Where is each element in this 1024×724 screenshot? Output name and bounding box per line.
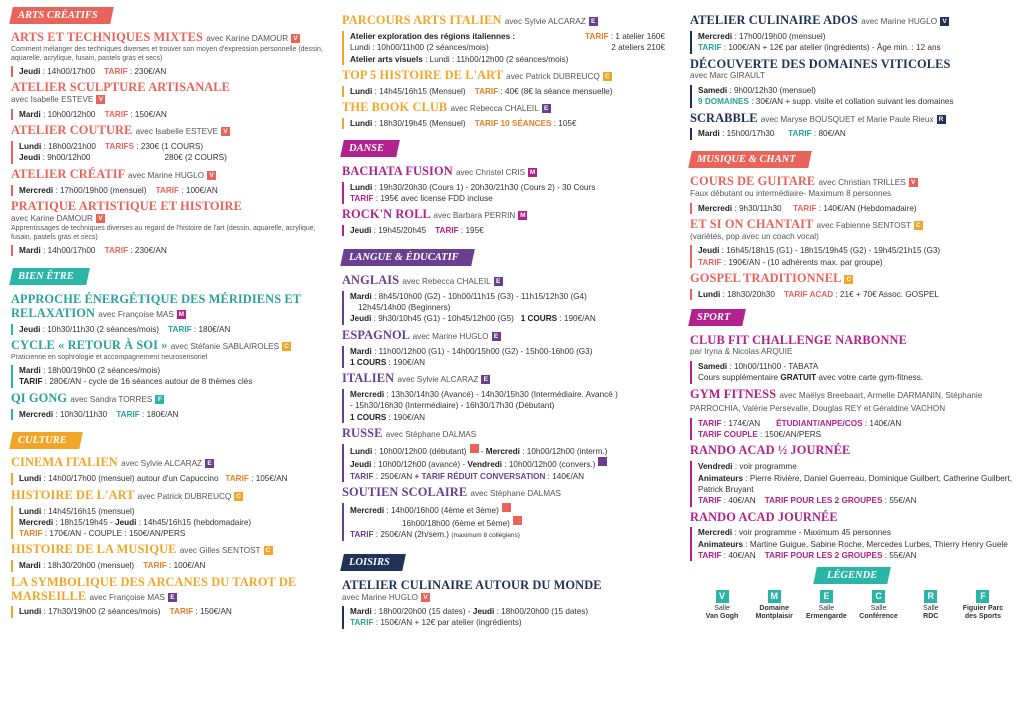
schedule-box: Lundi : 14h00/17h00 (mensuel) autour d'un Capuccino TARIF : 105€/AN (11, 473, 336, 484)
activity-parcours-arts (342, 14, 677, 65)
schedule-box: Lundi : 18h00/21h00 TARIFS : 230€ (1 COURS) Jeudi : 9h00/12h00 280€ (2 COURS) (11, 141, 336, 164)
schedule-box: Mardi : 15h00/17h30 TARIF : 80€/AN (690, 128, 1015, 139)
activity-sculpture: ATELIER SCULPTURE ARTISANALE avec Isabelle ESTEVE V Mardi : 10h00/12h00 TARIF : 150€/AN (11, 81, 336, 120)
section-heading: SPORT (688, 309, 746, 326)
activity-title: ATELIER SCULPTURE ARTISANALE (11, 80, 231, 95)
activity-top5 (342, 69, 677, 97)
schedule-box: TARIF : 174€/AN ÉTUDIANT/ANPE/COS : 140€/AN TARIF COUPLE : 150€/AN/PERS (690, 418, 1015, 441)
activity-title: ET SI ON CHANTAIT avec Fabienne SENTOST C (690, 218, 1015, 232)
legend-item: E Salle Ermengarde (805, 590, 847, 620)
activity-description: Comment mélanger des techniques diverses et trouver son moyen d'expression personnelle (dessin, aquarelle, acrylique, fusain, pastels gras et secs) (11, 46, 323, 62)
activity-rando-demi (690, 444, 1015, 506)
activity-gospel (690, 272, 1015, 300)
room-badge: E (168, 593, 177, 602)
section-heading: ARTS CRÉATIFS (9, 7, 113, 24)
schedule-box: Lundi : 18h30/19h45 (Mensuel) TARIF 10 SÉANCES : 105€ (342, 118, 677, 129)
room-badge: C (914, 221, 923, 230)
activity-title: ATELIER CRÉATIF avec Marine HUGLO V (11, 168, 336, 182)
legend-heading: LÉGENDE (814, 567, 892, 584)
activity-couture (11, 124, 336, 164)
legend-item: V Salle Van Gogh (705, 590, 739, 620)
activity-title: COURS DE GUITARE avec Christian TRILLES V (690, 175, 1015, 189)
room-badge: V (96, 214, 105, 223)
schedule-box: Mardi : 18h00/19h00 (2 séances/mois) TARIF : 280€/AN - cycle de 16 séances autour de 8 thèmes clés (11, 365, 336, 388)
section-heading: BIEN ÊTRE (9, 268, 89, 285)
section-bien-etre (11, 265, 336, 420)
room-badge: E (492, 332, 501, 341)
activity-espagnol (342, 329, 677, 369)
section-heading: MUSIQUE & CHANT (688, 151, 811, 168)
room-badge: C (234, 492, 243, 501)
schedule-box: Mercredi : 10h30/11h30 TARIF : 180€/AN (11, 409, 336, 420)
activity-title: GOSPEL TRADITIONNEL C (690, 272, 1015, 286)
legend-item: M Domaine Montplaisir (755, 590, 793, 620)
activity-arts-techniques (11, 31, 336, 77)
schedule-box: Mardi : 18h00/20h00 (15 dates) - Jeudi : 18h00/20h00 (15 dates) TARIF : 150€/AN + 12€ par atelier (ingrédients) (342, 606, 677, 629)
activity-title: ITALIEN avec Sylvie ALCARAZ E (342, 372, 677, 386)
activity-bachata (342, 165, 677, 205)
legend-items (690, 590, 1015, 620)
room-badge: V (940, 17, 949, 26)
room-badge: E (542, 104, 551, 113)
schedule-box: Mercredi : 13h30/14h30 (Avancé) - 14h30/15h30 (Intermédiaire. Avancé ) - 15h30/16h30 (Intermédiaire) - 16h30/17h30 (Débutant) 1 COURS : 190€/AN (342, 389, 677, 423)
activity-title: CYCLE « RETOUR À SOI » avec Stéfanie SABLAIROLES C (11, 339, 336, 353)
activity-title: PRATIQUE ARTISTIQUE ET HISTOIRE (11, 198, 242, 213)
schedule-box: Samedi : 10h00/11h00 - TABATA Cours supplémentaire GRATUIT avec votre carte gym-fitness. (690, 361, 1015, 384)
schedule-box: Vendredi : voir programme Animateurs : Pierre Rivière, Daniel Guerreau, Dominique Guilbert, Catherine Guilbert, Patrick Bruyant TARIF : 40€/AN TARIF POUR LES 2 GROUPES : 55€/AN (690, 461, 1015, 506)
activity-pratique-artistique: PRATIQUE ARTISTIQUE ET HISTOIRE avec Karine DAMOUR V Apprentissages de techniques diverses au regard de l'histoire de l'art (dessin, aquarelle, acrylique, fusain, pastels gras et secs) Mardi : 14h00/17h00 TARIF : 230€/AN (11, 200, 336, 256)
schedule-box: Mardi : 18h30/20h00 (mensuel) TARIF : 100€/AN (11, 560, 336, 571)
schedule-box: Mercredi : 17h00/19h00 (mensuel) TARIF : 100€/AN + 12€ par atelier (ingrédients) - Âge min. : 12 ans (690, 31, 1015, 54)
activity-title: CINEMA ITALIEN avec Sylvie ALCARAZ E (11, 456, 336, 470)
room-badge: C (844, 275, 853, 284)
activity-guitare: COURS DE GUITARE avec Christian TRILLES V Faux débutant ou intermédiaire- Maximum 8 personnes Mercredi : 9h30/11h30 TARIF : 140€/AN (Hebdomadaire) (690, 175, 1015, 214)
activity-title: SCRABBLE avec Maryse BOUSQUET et Marie Paule Rieux R (690, 112, 1015, 126)
activity-title: ATELIER CULINAIRE ADOS avec Marine HUGLO V (690, 14, 1015, 28)
section-culture (11, 429, 336, 618)
activity-atelier-creatif (11, 168, 336, 196)
room-badge: V (221, 127, 230, 136)
schedule-box: Lundi : 19h30/20h30 (Cours 1) - 20h30/21h30 (Cours 2) - 30 Cours TARIF : 195€ avec license FDD incluse (342, 182, 677, 205)
column-1 (11, 0, 336, 618)
activity-title: BACHATA FUSION avec Christel CRIS M (342, 163, 536, 178)
section-heading: LOISIRS (340, 554, 406, 571)
schedule-box: Mercredi : 17h00/19h00 (mensuel) TARIF : 100€/AN (11, 185, 336, 196)
activity-title: ROCK'N ROLL avec Barbara PERRIN M (342, 207, 526, 222)
activity-title: QI GONG avec Sandra TORRES F (11, 392, 336, 406)
schedule-box: Lundi : 18h30/20h30 TARIF ACAD : 21€ + 70€ Assoc. GOSPEL (690, 289, 1015, 300)
schedule-box: Mardi : 14h00/17h00 TARIF : 230€/AN (11, 245, 336, 256)
activity-cinema-italien (11, 456, 336, 484)
activity-title: HISTOIRE DE L'ART avec Patrick DUBREUCQ C (11, 489, 336, 503)
activity-title: DÉCOUVERTE DES DOMAINES VITICOLES (690, 56, 951, 71)
activity-culinaire-monde: ATELIER CULINAIRE AUTOUR DU MONDE avec Marine HUGLO V Mardi : 18h00/20h00 (15 dates) - Jeudi : 18h00/20h00 (15 dates) TARIF : 150€/AN + 12€ par atelier (ingrédients) (342, 579, 677, 629)
activity-russe (342, 427, 677, 482)
room-badge: V (909, 178, 918, 187)
schedule-box: Lundi : 17h30/19h00 (2 séances/mois) TARIF : 150€/AN (11, 606, 336, 617)
activity-title: ATELIER CULINAIRE AUTOUR DU MONDE (342, 577, 602, 592)
activity-soutien (342, 486, 677, 541)
schedule-box: Mardi : 11h00/12h00 (G1) - 14h00/15h00 (G2) - 15h00-16h00 (G3) 1 COURS : 190€/AN (342, 346, 677, 369)
legend (690, 567, 1015, 620)
schedule-box: Mercredi : 14h00/16h00 (4ème et 3ème) 16h00/18h00 (6ème et 5ème) TARIF : 250€/AN (2h/sem.) (maximum 8 collégiens) (342, 503, 677, 542)
schedule-box: Atelier exploration des régions italiennes : TARIF : 1 atelier 160€ Lundi : 10h00/11h00 (2 séances/mois) 2 ateliers 210€ Atelier arts visuels : Lundi : 11h00/12h00 (2 séances/mois) (342, 31, 677, 65)
activity-retour-a-soi (11, 339, 336, 388)
schedule-box: Lundi : 14h45/16h15 (mensuel) Mercredi : 18h15/19h45 - Jeudi : 14h45/16h15 (hebdomadaire) TARIF : 170€/AN - COUPLE : 150€/AN/PERS (11, 506, 336, 540)
section-loisirs (342, 551, 677, 628)
activity-culinaire-ados (690, 14, 1015, 54)
schedule-box: Jeudi : 10h30/11h30 (2 séances/mois) TARIF : 180€/AN (11, 324, 336, 335)
schedule-box: Mardi : 8h45/10h00 (G2) - 10h00/11h15 (G3) - 11h15/12h30 (G4) 12h45/14h00 (Beginners) Jeudi : 9h30/10h45 (G1) - 10h45/12h00 (G5) 1 COURS : 190€/AN (342, 291, 677, 325)
room-badge: E (589, 17, 598, 26)
activity-title: SOUTIEN SCOLAIRE avec Stéphane DALMAS (342, 484, 561, 499)
activity-title: ESPAGNOL avec Marine HUGLO E (342, 329, 677, 343)
activity-histoire-musique (11, 543, 336, 571)
activity-title: ATELIER COUTURE avec Isabelle ESTEVE V (11, 124, 336, 138)
section-loisirs-continued (690, 14, 1015, 140)
section-danse (342, 137, 677, 236)
activity-title: ARTS ET TECHNIQUES MIXTES avec Karine DAMOUR V (11, 31, 336, 45)
section-heading: LANGUE & ÉDUCATIF (340, 249, 474, 266)
legend-item: R Salle RDC (922, 590, 939, 620)
schedule-box: Jeudi : 16h45/18h15 (G1) - 18h15/19h45 (G2) - 19h45/21h15 (G3) TARIF : 190€/AN - (10 adhérents max. par groupe) (690, 245, 1015, 268)
activity-title: ANGLAIS avec Rebecca CHALEIL E (342, 274, 677, 288)
room-badge: V (291, 34, 300, 43)
activity-scrabble (690, 112, 1015, 140)
activity-title: PARCOURS ARTS ITALIEN avec Sylvie ALCARAZ E (342, 14, 677, 28)
room-badge: M (529, 168, 536, 176)
schedule-box: Lundi : 10h00/12h00 (débutant) - Mercredi : 10h00/12h00 (interm.) Jeudi : 10h00/12h00 (avancé) - Vendredi : 10h00/12h00 (convers.) TARIF : 250€/AN + TARIF RÉDUIT CONVERSATION : 140€/AN (342, 444, 677, 482)
schedule-box: Mardi : 10h00/12h00 TARIF : 150€/AN (11, 109, 336, 120)
column-3 (690, 10, 1015, 620)
room-badge: V (421, 593, 430, 602)
room-badge: M (178, 310, 185, 318)
activity-chantait: ET SI ON CHANTAIT avec Fabienne SENTOST C (variétés, pop avec un coach vocal) Jeudi : 16h45/18h15 (G1) - 18h15/19h45 (G2) - 19h45/21h15 (G3) TARIF : 190€/AN - (10 adhérents max. par groupe) (690, 218, 1015, 268)
activity-anglais (342, 274, 677, 325)
room-badge: M (520, 212, 526, 220)
activity-title: TOP 5 HISTOIRE DE L'ART avec Patrick DUBREUCQ C (342, 69, 677, 83)
schedule-box: Mercredi : voir programme - Maximum 45 personnes Animateurs : Martine Guigue, Sabine Roche, Mercedes Lurbes, Thierry Henry Guele TARIF : 40€/AN TARIF POUR LES 2 GROUPES : 55€/AN (690, 527, 1015, 561)
activity-qi-gong (11, 392, 336, 420)
activity-title: RANDO ACAD JOURNÉE (690, 509, 838, 524)
schedule-box: Lundi : 14h45/16h15 (Mensuel) TARIF : 40€ (8€ la séance mensuelle) (342, 86, 677, 97)
activity-title: RANDO ACAD ½ JOURNÉE (690, 443, 851, 458)
column-2 (342, 10, 677, 629)
activity-title: CLUB FIT CHALLENGE NARBONNE (690, 332, 907, 347)
room-badge: C (264, 546, 273, 555)
activity-tarot (11, 576, 336, 618)
section-heading: CULTURE (9, 432, 83, 449)
activity-title: THE BOOK CLUB avec Rebecca CHALEIL E (342, 101, 677, 115)
activity-title: HISTOIRE DE LA MUSIQUE avec Gilles SENTOST C (11, 543, 336, 557)
activity-description: Apprentissages de techniques diverses au regard de l'histoire de l'art (dessin, aquarelle, acrylique, fusain, pastels gras et secs) (11, 225, 316, 241)
room-badge: E (205, 459, 214, 468)
section-langue (342, 246, 677, 541)
room-badge: E (494, 277, 503, 286)
activity-title: RUSSE avec Stéphane DALMAS (342, 426, 477, 440)
activity-title: GYM FITNESS avec Maëlys Breebaart, Armelle DARMANIN, Stéphanie PARROCHIA, Valérie Persevalle, Douglas REY et Géraldine VACHON (690, 386, 983, 414)
activity-meridiens (11, 293, 336, 335)
section-heading: DANSE (340, 140, 400, 157)
room-badge: C (282, 342, 291, 351)
schedule-box: Samedi : 9h00/12h30 (mensuel) 9 DOMAINES : 30€/AN + supp. visite et collation suivant les domaines (690, 85, 1015, 108)
section-culture-continued (342, 14, 677, 129)
room-badge: E (481, 375, 490, 384)
schedule-box: Mercredi : 9h30/11h30 TARIF : 140€/AN (Hebdomadaire) (690, 203, 1015, 214)
activity-title: LA SYMBOLIQUE DES ARCANES DU TAROT DE MARSEILLE avec Françoise MAS E (11, 574, 297, 603)
section-musique (690, 148, 1015, 300)
activity-rock (342, 208, 677, 236)
section-arts-creatifs (11, 4, 336, 256)
room-badge: R (937, 115, 946, 124)
room-badge: F (155, 395, 164, 404)
room-badge: V (207, 171, 216, 180)
activity-viticoles: DÉCOUVERTE DES DOMAINES VITICOLES avec Marc GIRAULT Samedi : 9h00/12h30 (mensuel) 9 DOMAINES : 30€/AN + supp. visite et collation suivant les domaines (690, 58, 1015, 108)
room-badge: V (96, 95, 105, 104)
activity-italien (342, 372, 677, 423)
activity-title: APPROCHE ÉNERGÉTIQUE DES MÉRIDIENS ET RELAXATION avec Françoise MAS M (11, 291, 301, 320)
schedule-box: Jeudi : 14h00/17h00 TARIF : 230€/AN (11, 66, 336, 77)
activity-histoire-art (11, 489, 336, 540)
room-badge: C (603, 72, 612, 81)
legend-item: F Figuier Parc des Sports (962, 590, 1004, 620)
section-sport (690, 306, 1015, 561)
legend-item: C Salle Conférence (859, 590, 898, 620)
activity-rando-journee (690, 511, 1015, 562)
schedule-box: Jeudi : 19h45/20h45 TARIF : 195€ (342, 225, 677, 236)
activity-book-club (342, 101, 677, 129)
activity-gym-fitness (690, 388, 1015, 441)
activity-description: Praticienne en sophrologie et accompagnement neurosensoriel (11, 353, 208, 361)
activity-club-fit: CLUB FIT CHALLENGE NARBONNE par Iryna & Nicolas ARQUIE Samedi : 10h00/11h00 - TABATA Cours supplémentaire GRATUIT avec votre carte gym-fitness. (690, 334, 1015, 384)
